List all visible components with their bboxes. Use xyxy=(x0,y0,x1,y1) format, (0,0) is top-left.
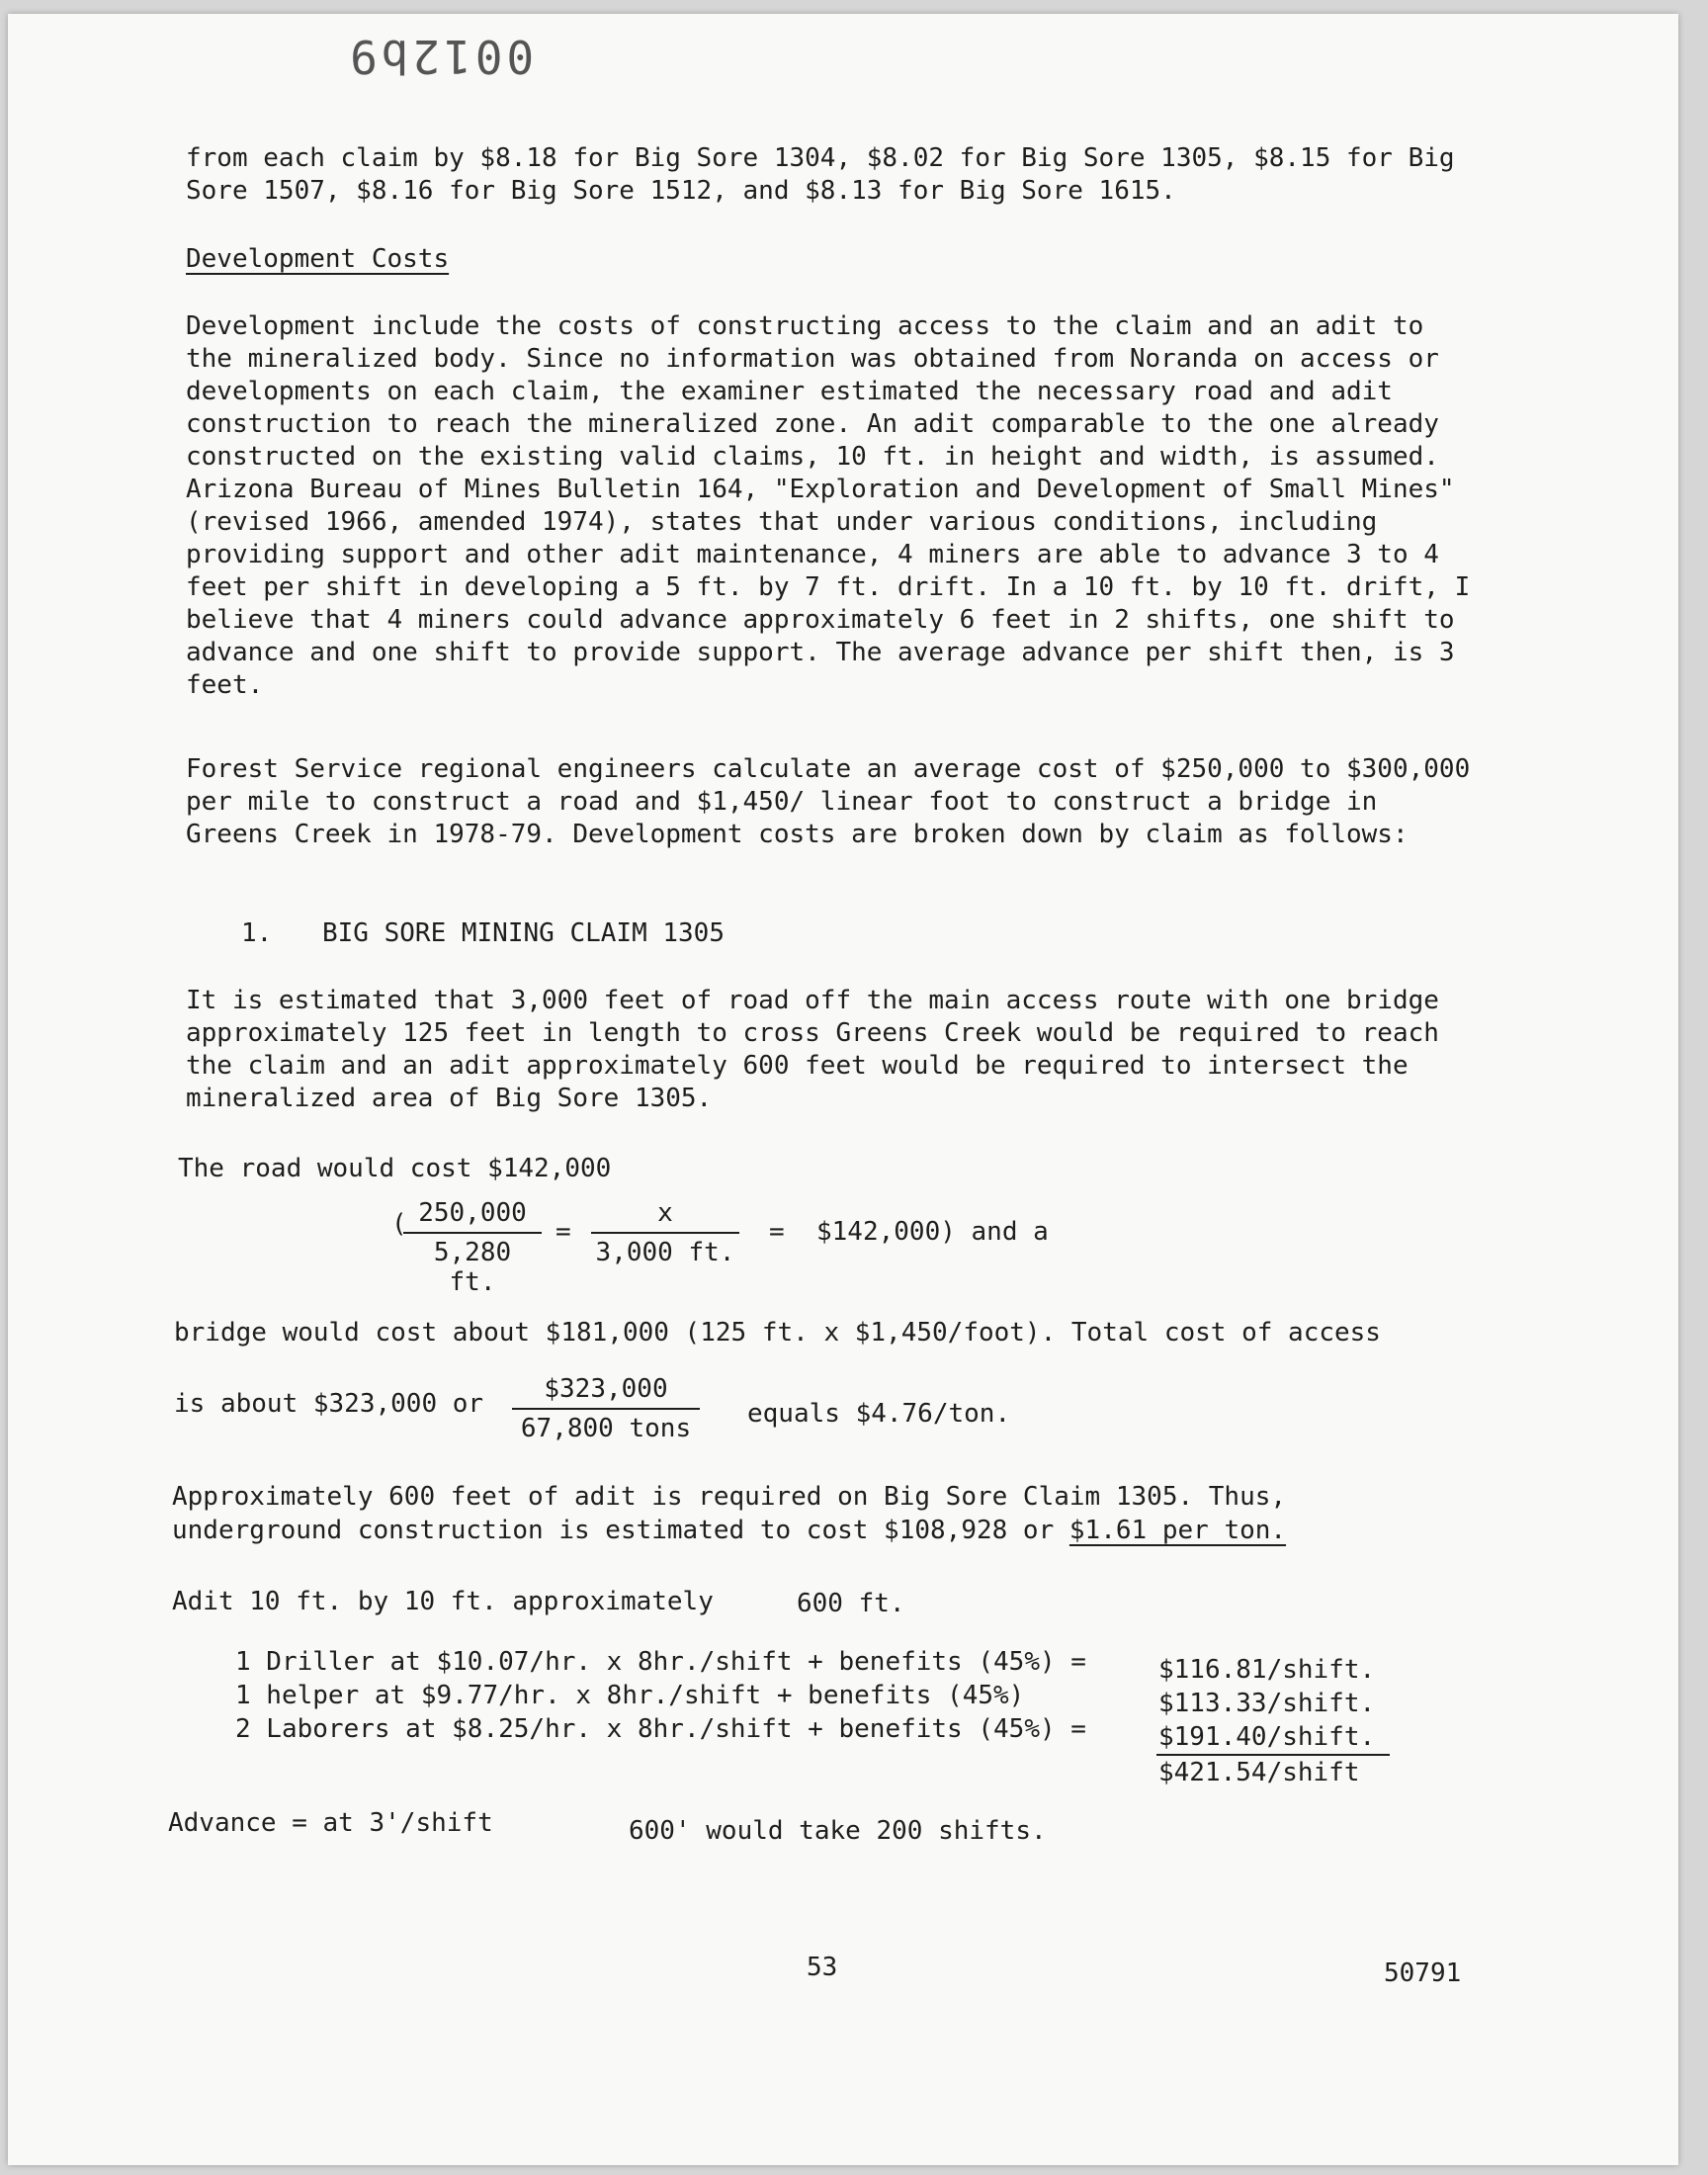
labor-row: 1 helper at $9.77/hr. x 8hr./shift + benefits (45%) xyxy=(235,1681,1025,1710)
paragraph-development: Development include the costs of constructing access to the claim and an adit to the mineralized body. Since no information was obtained from Noranda on access or developments on each claim, the examiner estimated the necessary road and adit construction to reach the mineralized zone. An adit comparable to the one already constructed on the existing valid claims, 10 ft. in height and width, is assumed. Arizona Bureau of Mines Bulletin 164, "Exploration and Development of Small Mines" (revised 1966, amended 1974), states that under various conditions, including providing support and other adit maintenance, 4 miners are able to advance 3 to 4 feet per shift in developing a 5 ft. by 7 ft. drift. In a 10 ft. by 10 ft. drift, I believe that 4 miners could advance approximately 6 feet in 2 shifts, one shift to advance and one shift to provide support. The average advance per shift then, is 3 feet. xyxy=(186,311,1471,700)
list-number: 1. xyxy=(241,918,273,948)
archive-stamp: 0012b9 xyxy=(346,30,535,83)
cost-per-ton: $1.61 per ton. xyxy=(1068,1516,1287,1545)
labor-cost: $191.40/shift. xyxy=(1158,1722,1376,1752)
document-id: 50791 xyxy=(1384,1958,1462,1988)
fraction-per-mile: $\frac{250,000}{5,280 ft.}$ xyxy=(403,1198,542,1297)
road-result: $142,000) and a xyxy=(816,1217,1049,1247)
labor-row: 1 Driller at $10.07/hr. x 8hr./shift + benefits (45%) = xyxy=(235,1647,1086,1677)
adit-paragraph-line2: underground construction is estimated to cost $108,928 or $1.61 per ton. xyxy=(172,1516,1287,1545)
section-heading: Development Costs xyxy=(186,244,450,274)
advance-label: Advance = at 3'/shift xyxy=(168,1808,493,1838)
labor-total: $421.54/shift xyxy=(1158,1758,1360,1787)
bridge-cost-line: bridge would cost about $181,000 (125 ft. x $1,450/foot). Total cost of access xyxy=(174,1318,1381,1348)
labor-row: 2 Laborers at $8.25/hr. x 8hr./shift + benefits (45%) = xyxy=(235,1714,1086,1744)
advance-result: 600' would take 200 shifts. xyxy=(629,1816,1047,1846)
fraction-per-ton: $323,000 67,800 tons xyxy=(512,1374,700,1443)
paragraph-forest-service: Forest Service regional engineers calculate an average cost of $250,000 to $300,000 per mile to construct a road and $1,450/ linear foot to construct a bridge in Greens Creek in 1978-79. Development costs are broken down by claim as follows: xyxy=(186,754,1471,849)
adit-length: 600 ft. xyxy=(797,1589,905,1618)
intro-paragraph: from each claim by $8.18 for Big Sore 1304, $8.02 for Big Sore 1305, $8.15 for Big Sore 1507, $8.16 for Big Sore 1512, and $8.13 for Big Sore 1615. xyxy=(186,143,1455,206)
document-page: 0012b9 from each claim by $8.18 for Big Sore 1304, $8.02 for Big Sore 1305, $8.15 for Big Sore 1507, $8.16 for Big Sore 1512, and $8.13 for Big Sore 1615. Development Costs Development include the costs of constructing access to the claim and an adit to the mineralized body. Since no information was obtained from Noranda on access or developments on each claim, the examiner estimated the necessary road and adit construction to reach the mineralized zone. An adit comparable to the one already constructed on the existing valid claims, 10 ft. in height and width, is assumed. Arizona Bureau of Mines Bulletin 164, "Exploration and Development of Small Mines" (revised 1966, amended 1974), states that under various conditions, including providing support and other adit maintenance, 4 miners are able to advance 3 to 4 feet per shift in developing a 5 ft. by 7 ft. drift. In a 10 ft. by 10 ft. drift, I believe that 4 miners could advance approximately 6 feet in 2 shifts, one shift to advance and one shift to provide support. The average advance per shift then, is 3 feet. Forest Service regional engineers calculate an average cost of $250,000 to $300,000 per mile to construct a road and $1,450/ linear foot to construct a bridge in Greens Creek in 1978-79. Development costs are broken down by claim as follows: 1. BIG SORE MINING CLAIM 1305 It is estimated that 3,000 feet of road off the main access route with one bridge approximately 125 feet in length to cross Greens Creek would be required to reach the claim and an adit approximately 600 feet would be required to intersect the mineralized area of Big Sore 1305. The road would cost $142,000 ( $\frac{250,000}{5,280 ft.}$ = $\frac{x}{3,000 ft.}$ = $142,000) and a bridge would cost about $181,000 (125 ft. x $1,450/foot). Total cost of access is about $323,000 or $323,000 67,800 tons equals $4.76/ton. Approximately 600 feet of adit is required on Big Sore Claim 1305. Thus, underground construction is estimated to cost $108,928 or $1.61 per ton. Adit 10 ft. by 10 ft. approximately 600 ft. 1 Driller at $10.07/hr. x 8hr./shift + benefits (45%) = $116.81/shift. 1 helper at $9.77/hr. x 8hr./shift + benefits (45%) $113.33/shift. 2 Laborers at $8.25/hr. x 8hr./shift + benefits (45%) = $191.40/shift. $421.54/shift Advance = at 3'/shift 600' would take 200 shifts. 53 50791 xyxy=(8,14,1678,2165)
total-rule xyxy=(1156,1754,1390,1756)
paragraph-estimate: It is estimated that 3,000 feet of road off the main access route with one bridge approximately 125 feet in length to cross Greens Creek would be required to reach the claim and an adit approximately 600 feet would be required to intersect the mineralized area of Big Sore 1305. xyxy=(186,986,1439,1113)
road-cost-line: The road would cost $142,000 xyxy=(178,1154,612,1183)
labor-cost: $116.81/shift. xyxy=(1158,1655,1376,1685)
fraction-x: $\frac{x}{3,000 ft.}$ xyxy=(591,1198,739,1267)
list-item-claim: BIG SORE MINING CLAIM 1305 xyxy=(322,918,725,948)
labor-cost: $113.33/shift. xyxy=(1158,1689,1376,1718)
page-number: 53 xyxy=(807,1953,838,1982)
adit-paragraph-line1: Approximately 600 feet of adit is required on Big Sore Claim 1305. Thus, xyxy=(172,1482,1287,1512)
adit-size-label: Adit 10 ft. by 10 ft. approximately xyxy=(172,1587,714,1616)
